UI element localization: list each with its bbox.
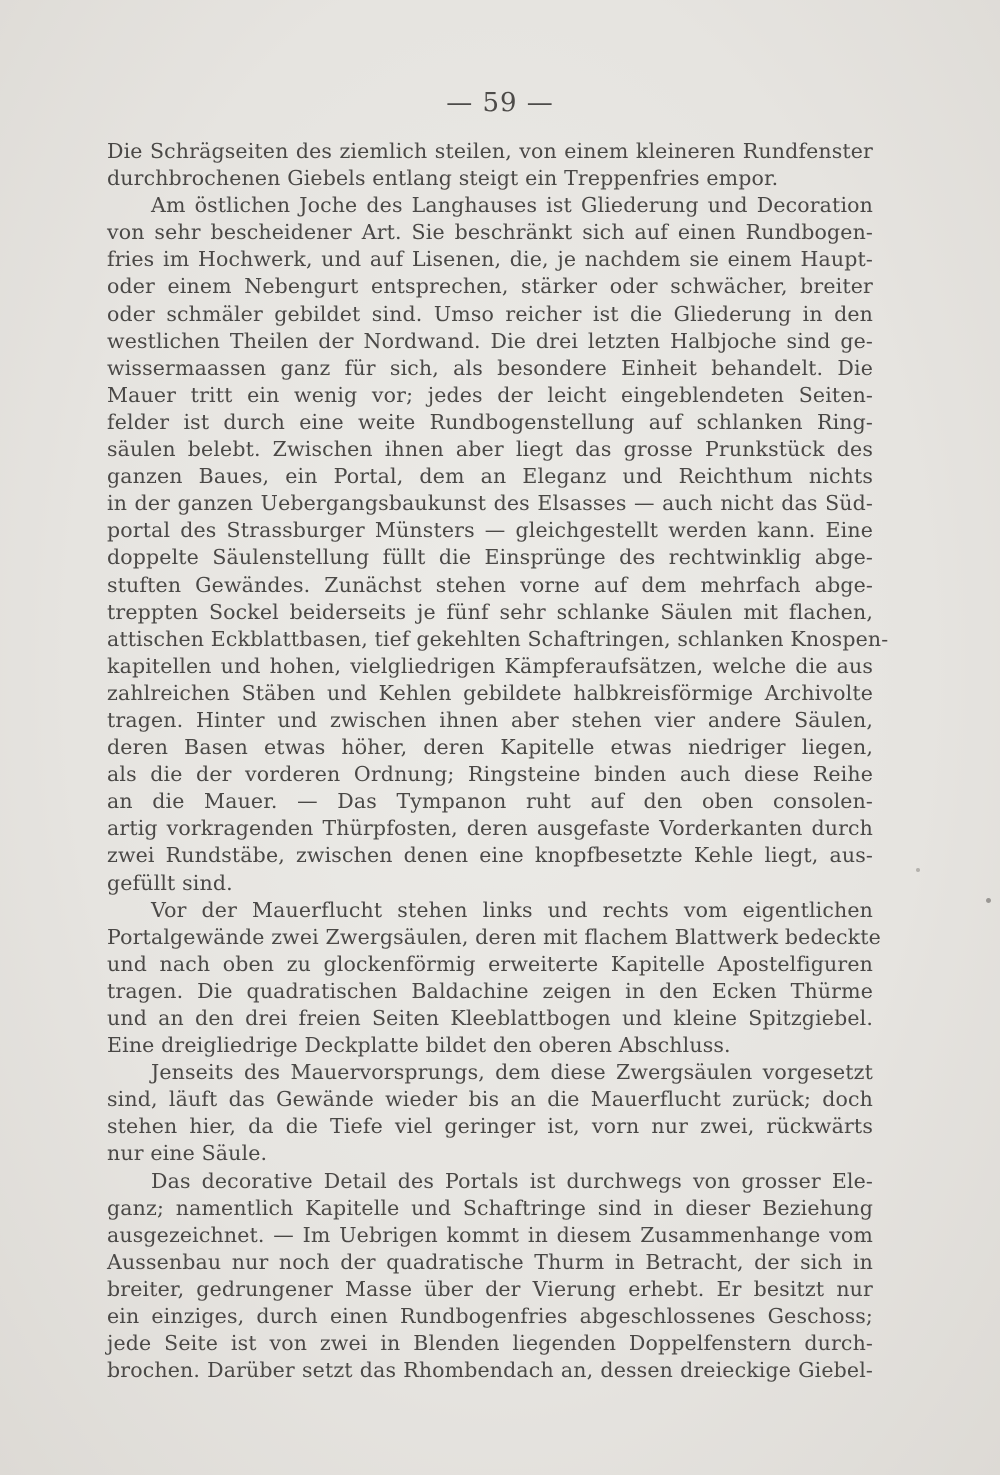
text-line: und an den drei freien Seiten Kleeblattbogen und kleine Spitzgiebel. [107, 1006, 873, 1030]
text-line: brochen. Darüber setzt das Rhombendach an, dessen dreieckige Giebel- [107, 1358, 873, 1383]
text-line: jede Seite ist von zwei in Blenden liegenden Doppelfenstern durch- [107, 1331, 873, 1356]
text-line: oder einem Nebengurt entsprechen, stärker oder schwächer, breiter [107, 274, 873, 299]
paragraph-3 [107, 897, 881, 1060]
text-line: wissermaassen ganz für sich, als besondere Einheit behandelt. Die [107, 355, 873, 380]
text-line: durchbrochenen Giebels entlang steigt ein Treppenfries empor. [107, 166, 779, 191]
text-line: und nach oben zu glockenförmig erweiterte Kapitelle Apostelfiguren [107, 951, 873, 976]
text-line: ausgezeichnet. — Im Uebrigen kommt in diesem Zusammenhange vom [107, 1222, 873, 1247]
text-line: kapitellen und hohen, vielgliedrigen Kämpferaufsätzen, welche die aus [107, 653, 873, 678]
text-line: fries im Hochwerk, und auf Lisenen, die, je nachdem sie einem Haupt- [107, 247, 873, 272]
paragraph-5 [107, 1168, 873, 1385]
paragraph-2 [107, 192, 889, 896]
text-line: treppten Sockel beiderseits je fünf sehr schlanke Säulen mit flachen, [107, 599, 873, 624]
text-line: in der ganzen Uebergangsbaukunst des Elsasses — auch nicht das Süd- [107, 491, 873, 516]
paragraph-1 [107, 138, 873, 192]
text-line: Vor der Mauerflucht stehen links und rechts vom eigentlichen [151, 897, 873, 922]
text-line: deren Basen etwas höher, deren Kapitelle etwas niedriger liegen, [107, 735, 873, 760]
text-line: sind, läuft das Gewände wieder bis an die Mauerflucht zurück; doch [107, 1087, 873, 1112]
text-line: portal des Strassburger Münsters — gleichgestellt werden kann. Eine [107, 518, 873, 543]
paragraph-4 [107, 1059, 873, 1167]
text-line: gefüllt sind. [107, 870, 233, 895]
text-line: als die der vorderen Ordnung; Ringsteine binden auch diese Reihe [107, 762, 873, 787]
text-line: Die Schrägseiten des ziemlich steilen, von einem kleineren Rundfenster [107, 139, 873, 163]
text-line: säulen belebt. Zwischen ihnen aber liegt das grosse Prunkstück des [107, 437, 873, 462]
text-line: tragen. Die quadratischen Baldachine zeigen in den Ecken Thürme [107, 978, 873, 1003]
text-line: zahlreichen Stäben und Kehlen gebildete halbkreisförmige Archivolte [107, 680, 873, 705]
paper-speck [916, 868, 920, 872]
text-line: ganz; namentlich Kapitelle und Schaftringe sind in dieser Beziehung [107, 1195, 873, 1220]
text-line: ganzen Baues, ein Portal, dem an Eleganz und Reichthum nichts [107, 464, 873, 489]
text-line: Eine dreigliedrige Deckplatte bildet den oberen Abschluss. [107, 1033, 731, 1058]
text-line: tragen. Hinter und zwischen ihnen aber stehen vier andere Säulen, [107, 707, 873, 732]
text-line: an die Mauer. — Das Tympanon ruht auf den oben consolen- [107, 789, 873, 814]
text-line: breiter, gedrungener Masse über der Vierung erhebt. Er besitzt nur [107, 1276, 873, 1301]
text-line: ein einziges, durch einen Rundbogenfries abgeschlossenes Geschoss; [107, 1304, 873, 1329]
text-line: stuften Gewändes. Zunächst stehen vorne auf dem mehrfach abge- [107, 572, 873, 597]
text-line: Aussenbau nur noch der quadratische Thurm in Betracht, der sich in [107, 1249, 873, 1274]
text-line: nur eine Säule. [107, 1141, 268, 1166]
text-line: doppelte Säulenstellung füllt die Einsprünge des rechtwinklig abge- [107, 545, 873, 570]
text-line: oder schmäler gebildet sind. Umso reicher ist die Gliederung in den [107, 301, 873, 326]
text-line: attischen Eckblattbasen, tief gekehlten Schaftringen, schlanken Knospen- [107, 626, 889, 651]
text-line: Mauer tritt ein wenig vor; jedes der leicht eingeblendeten Seiten- [107, 382, 873, 407]
paper-speck [986, 898, 991, 903]
text-line: Portalgewände zwei Zwergsäulen, deren mit flachem Blattwerk bedeckte [107, 924, 881, 949]
text-line: von sehr bescheidener Art. Sie beschränkt sich auf einen Rundbogen- [107, 220, 873, 245]
text-line: zwei Rundstäbe, zwischen denen eine knopfbesetzte Kehle liegt, aus- [107, 843, 873, 868]
text-line: Am östlichen Joche des Langhauses ist Gliederung und Decoration [151, 193, 873, 218]
body-text [107, 138, 889, 1384]
text-line: Jenseits des Mauervorsprungs, dem diese Zwergsäulen vorgesetzt [151, 1060, 873, 1085]
text-line: artig vorkragenden Thürpfosten, deren ausgefaste Vorderkanten durch [107, 816, 873, 841]
text-line: felder ist durch eine weite Rundbogenstellung auf schlanken Ring- [107, 409, 873, 434]
text-line: stehen hier, da die Tiefe viel geringer ist, vorn nur zwei, rückwärts [107, 1114, 873, 1139]
text-line: Das decorative Detail des Portals ist durchwegs von grosser Ele- [151, 1168, 873, 1193]
page-number: — 59 — [446, 88, 554, 118]
text-line: westlichen Theilen der Nordwand. Die drei letzten Halbjoche sind ge- [107, 328, 873, 353]
